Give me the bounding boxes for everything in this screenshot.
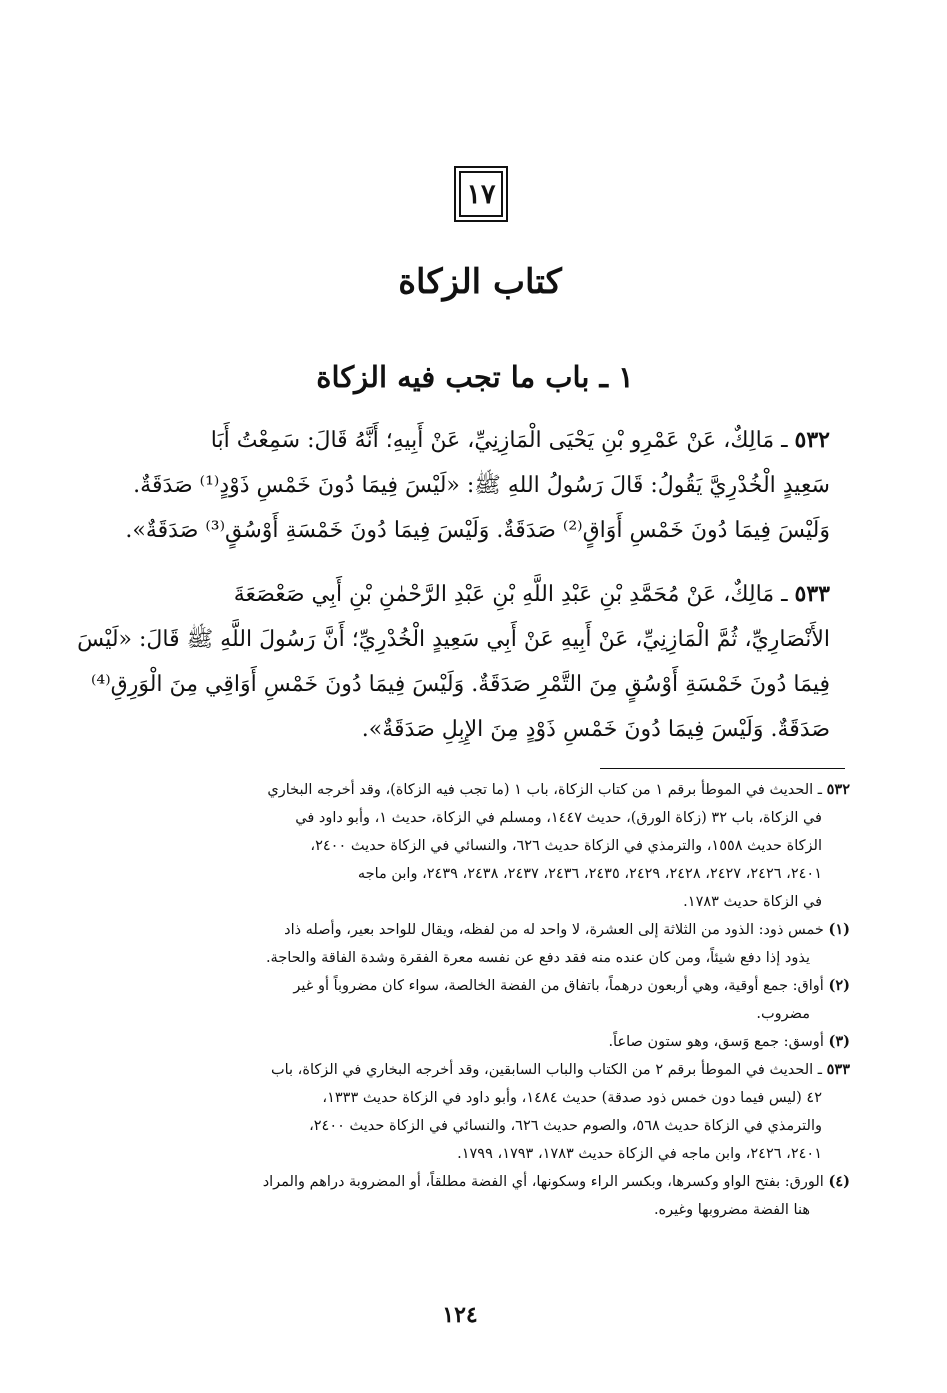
page-number: ١٢٤ [442, 1302, 478, 1328]
hadith-line: سَعِيدٍ الْخُدْرِيَّ يَقُولُ: قَالَ رَسُولُ اللهِ ﷺ: «لَيْسَ فِيمَا دُونَ خَمْسِ ذَوْدٍ⁽¹⁾ صَدَقَةٌ. [133, 473, 830, 498]
footnote-number: (٤) [828, 1173, 850, 1190]
footnote-line: ٤٢ (ليس فيما دون خمس ذود صدقة) حديث ١٤٨٤، وأبو داود في الزكاة حديث ١٣٣٣، [322, 1090, 822, 1106]
footnote-533 [90, 1056, 850, 1168]
hadith-line: فِيمَا دُونَ خَمْسَةِ أَوْسُقٍ مِنَ التَّمْرِ صَدَقَةٌ. وَلَيْسَ فِيمَا دُونَ خَمْسِ أَوَاقِي مِنَ الْوَرِقِ⁽⁴⁾ [91, 672, 830, 697]
footnote-line [90, 776, 850, 804]
hadith-line: وَلَيْسَ فِيمَا دُونَ خَمْسِ أَوَاقٍ⁽²⁾ صَدَقَةٌ. وَلَيْسَ فِيمَا دُونَ خَمْسَةِ أَوْسُقٍ⁽³⁾ صَدَقَةٌ». [125, 518, 830, 543]
footnote-text: الورق: بفتح الواو وكسرها، وبكسر الراء وسكونها، أي الفضة مطلقاً، أو المضروبة دراهم والمراد [262, 1174, 824, 1190]
footnote-4 [90, 1168, 850, 1224]
footnote-line: مضروب. [756, 1006, 810, 1022]
footnote-text: خمس ذود: الذود من الثلاثة إلى العشرة، لا واحد له من لفظه، ويقال للواحد بعير، وأصله ذاد [284, 922, 824, 938]
footnote-line [90, 916, 850, 944]
footnote-1 [90, 916, 850, 972]
footnote-line: والترمذي في الزكاة حديث ٥٦٨، والصوم حديث ٦٢٦، والنسائي في الزكاة حديث ٢٤٠٠، [309, 1118, 822, 1134]
footnote-3 [90, 1028, 850, 1056]
footnote-line: هنا الفضة مضروبها وغيره. [653, 1202, 810, 1218]
footnote-line [90, 1028, 850, 1056]
footnote-number: (١) [828, 921, 850, 938]
hadith-line [130, 572, 830, 617]
footnote-line: في الزكاة، باب ٣٢ (زكاة الورق)، حديث ١٤٤٧، ومسلم في الزكاة، حديث ١، وأبو داود في [295, 810, 822, 826]
footnote-number: (٣) [828, 1033, 850, 1050]
footnote-text: ـ الحديث في الموطأ برقم ٢ من الكتاب والباب السابقين، وقد أخرجه البخاري في الزكاة، باب [270, 1062, 823, 1078]
footnote-line [90, 1056, 850, 1084]
footnote-line [90, 972, 850, 1000]
footnote-text: أواق: جمع أوقية، وهي أربعون درهماً، باتفاق من الفضة الخالصة، سواء كان مضروباً أو غير [293, 978, 824, 994]
footnotes [90, 776, 850, 1224]
hadith-number: ٥٣٢ [794, 427, 830, 453]
footnote-line: في الزكاة حديث ١٧٨٣. [683, 894, 822, 910]
footnote-532 [90, 776, 850, 916]
hadith-number: ٥٣٣ [794, 581, 830, 607]
footnote-line: ٢٤٠١، ٢٤٢٦، ٢٤٢٧، ٢٤٢٨، ٢٤٢٩، ٢٤٣٥، ٢٤٣٦، ٢٤٣٧، ٢٤٣٨، ٢٤٣٩، وابن ماجه [357, 866, 822, 882]
section-title: ١ ـ باب ما تجب فيه الزكاة [316, 360, 634, 394]
footnote-line [90, 1168, 850, 1196]
footnote-2 [90, 972, 850, 1028]
footnote-number: ٥٣٣ [826, 1061, 850, 1078]
hadith-line [130, 418, 830, 463]
hadith-text: ـ مَالِكٌ، عَنْ مُحَمَّدِ بْنِ عَبْدِ اللَّهِ بْنِ عَبْدِ الرَّحْمٰنِ بْنِ أَبِي صَعْصَعَةَ [233, 582, 788, 607]
hadith-line: صَدَقَةٌ. وَلَيْسَ فِيمَا دُونَ خَمْسِ ذَوْدٍ مِنَ الإِبِلِ صَدَقَةٌ». [361, 717, 830, 742]
footnote-number: (٢) [828, 977, 850, 994]
chapter-number-box [454, 166, 508, 222]
footnote-number: ٥٣٢ [826, 781, 850, 798]
book-title: كتاب الزكاة [398, 262, 562, 302]
footnote-divider [600, 768, 845, 769]
chapter-number: ١٧ [459, 171, 503, 217]
hadith-532 [125, 418, 830, 553]
hadith-533 [77, 572, 830, 752]
footnote-text: أوسق: جمع وَسق، وهو ستون صاعاً. [608, 1034, 824, 1050]
footnote-line: يذود إذا دفع شيئاً، ومن كان عنده منه فقد دفع عن نفسه معرة الفقرة وشدة الفاقة والحاجة. [265, 950, 810, 966]
footnote-text: ـ الحديث في الموطأ برقم ١ من كتاب الزكاة، باب ١ (ما تجب فيه الزكاة)، وقد أخرجه البخاري [267, 782, 823, 798]
hadith-text: ـ مَالِكٌ، عَنْ عَمْرِو بْنِ يَحْيَى الْمَازِنِيِّ، عَنْ أَبِيهِ؛ أَنَّهُ قَالَ: سَمِعْتُ أَبَا [210, 428, 788, 453]
footnote-line: ٢٤٠١، ٢٤٢٦، وابن ماجه في الزكاة حديث ١٧٨٣، ١٧٩٣، ١٧٩٩. [457, 1146, 822, 1162]
hadith-line: الأَنْصَارِيِّ، ثُمَّ الْمَازِنِيِّ، عَنْ أَبِيهِ عَنْ أَبِي سَعِيدٍ الْخُدْرِيِّ؛ أَنَّ رَسُولَ اللَّهِ ﷺ قَالَ: «لَيْسَ [77, 627, 830, 652]
footnote-line: الزكاة حديث ١٥٥٨، والترمذي في الزكاة حديث ٦٢٦، والنسائي في الزكاة حديث ٢٤٠٠، [310, 838, 822, 854]
